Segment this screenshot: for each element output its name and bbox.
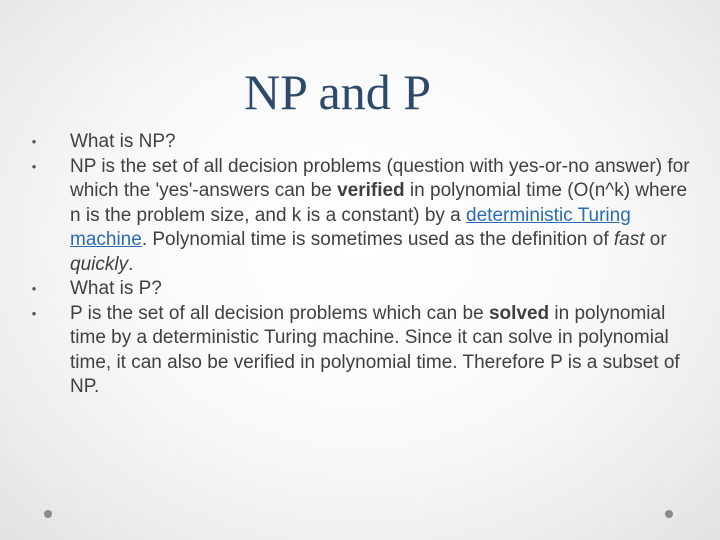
question-np: What is NP? (70, 131, 176, 152)
bullet-what-is-np (26, 130, 696, 155)
bullet-np-definition (26, 155, 696, 278)
bullet-icon: • (31, 134, 37, 149)
np-def-quickly: quickly (70, 253, 129, 275)
p-def-text-1: P is the set of all decision problems which can be (70, 302, 489, 324)
bullet-icon: • (31, 305, 37, 321)
bullet-what-is-p (26, 277, 696, 302)
deterministic-turing-machine-link[interactable]: deterministic Turing machine (70, 204, 631, 250)
bullet-icon: • (31, 281, 37, 296)
decorative-dot-left (44, 510, 52, 518)
np-def-verified: verified (337, 180, 405, 201)
bullet-p-definition (26, 302, 696, 400)
p-def-solved: solved (488, 302, 550, 324)
question-p: What is P? (70, 278, 162, 299)
np-def-text-3: . Polynomial time is sometimes used as the definition of (141, 229, 614, 250)
bullet-list (26, 130, 696, 400)
decorative-dot-right (665, 510, 673, 518)
np-def-text-4: or (644, 229, 667, 250)
np-def-fast: fast (613, 229, 645, 250)
bullet-icon: • (31, 158, 37, 174)
p-def-text-2: in polynomial time by a deterministic Turing machine. Since it can solve in polynomial time, it can also be verified in polynomial time. Therefore P is a subset of NP. (70, 302, 680, 397)
np-def-text-2: in polynomial time (O(n^k) where n is the problem size, and k is a constant) by a (70, 180, 688, 226)
np-def-text-1: NP is the set of all decision problems (question with yes-or-no answer) for which the 'yes'-answers can be (70, 155, 690, 201)
slide-title: NP and P (244, 64, 432, 120)
np-def-text-5: . (128, 253, 134, 275)
